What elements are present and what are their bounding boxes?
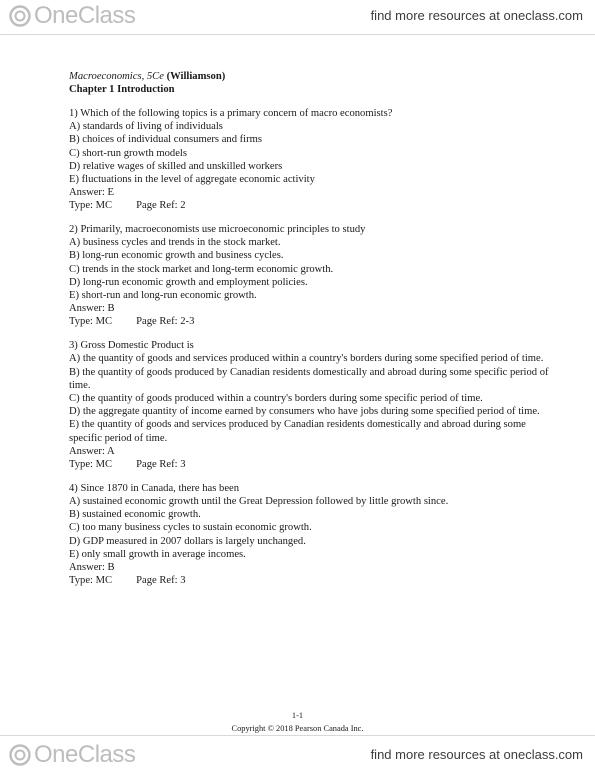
answer-option: D) long-run economic growth and employment policies.: [69, 276, 308, 288]
book-title: Macroeconomics, 5Ce: [69, 71, 164, 82]
question-type: Type: MC: [69, 316, 113, 328]
oneclass-logo[interactable]: [9, 3, 135, 29]
answer-option: E) short-run and long-run economic growth.: [69, 290, 257, 302]
find-resources-link-container: [371, 747, 583, 762]
answer-option: C) too many business cycles to sustain economic growth.: [69, 522, 312, 534]
question-meta: [69, 199, 549, 212]
answer-option: A) business cycles and trends in the stock market.: [69, 237, 281, 249]
question-meta: [69, 315, 549, 328]
answer-option: A) sustained economic growth until the Great Depression followed by little growth since.: [69, 495, 449, 507]
answer-option: B) long-run economic growth and business cycles.: [69, 250, 284, 262]
question-1: [69, 107, 549, 213]
question-4: [69, 482, 549, 588]
answer-option: C) the quantity of goods produced within a country's borders during some specific period of time.: [69, 392, 483, 404]
answer-option: B) sustained economic growth.: [69, 509, 201, 521]
question-stem: 3) Gross Domestic Product is: [69, 340, 194, 352]
find-resources-link[interactable]: find more resources at oneclass.com: [370, 8, 583, 23]
page-ref: Page Ref: 2-3: [136, 316, 195, 328]
question-type: Type: MC: [69, 200, 113, 212]
answer-option: D) the aggregate quantity of income earned by consumers who have jobs during some specified period of time.: [69, 406, 540, 418]
answer-option: C) trends in the stock market and long-term economic growth.: [69, 263, 334, 275]
question-2: [69, 223, 549, 329]
question-meta: [69, 574, 549, 587]
answer-key: Answer: E: [69, 187, 115, 199]
question-stem: 4) Since 1870 in Canada, there has been: [69, 482, 240, 494]
chapter-title: Chapter 1 Introduction: [69, 84, 175, 96]
answer-key: Answer: A: [69, 445, 115, 457]
answer-option: E) only small growth in average incomes.: [69, 548, 246, 560]
answer-key: Answer: B: [69, 303, 115, 315]
answer-option: D) GDP measured in 2007 dollars is largely unchanged.: [69, 535, 306, 547]
document-heading: [69, 70, 549, 83]
question-stem: 1) Which of the following topics is a primary concern of macro economists?: [69, 107, 393, 119]
document-body: [69, 70, 549, 587]
question-meta: [69, 458, 549, 471]
oneclass-logo-icon: [9, 743, 33, 767]
question-type: Type: MC: [69, 575, 113, 587]
answer-key: Answer: B: [69, 561, 115, 573]
answer-option: B) the quantity of goods produced by Canadian residents domestically and abroad during some specific period of time.: [69, 366, 549, 391]
question-3: [69, 339, 549, 471]
answer-option: A) standards of living of individuals: [69, 121, 223, 133]
page-ref: Page Ref: 3: [136, 458, 186, 470]
answer-option: E) the quantity of goods and services produced by Canadian residents domestically and abroad during some specific period of time.: [69, 419, 526, 444]
answer-option: C) short-run growth models: [69, 147, 187, 159]
oneclass-brand-text: OneClass: [34, 741, 136, 768]
page-number: 1-1: [291, 711, 304, 720]
find-resources-link-container: [371, 8, 583, 23]
oneclass-brand-text: OneClass: [34, 2, 136, 29]
page-ref: Page Ref: 2: [136, 200, 186, 212]
oneclass-header: [0, 0, 595, 35]
find-resources-link[interactable]: find more resources at oneclass.com: [370, 747, 583, 762]
answer-option: A) the quantity of goods and services produced within a country's borders during some specified period of time.: [69, 353, 544, 365]
answer-option: E) fluctuations in the level of aggregate economic activity: [69, 173, 315, 185]
answer-option: B) choices of individual consumers and firms: [69, 134, 262, 146]
question-stem: 2) Primarily, macroeconomists use microeconomic principles to study: [69, 224, 366, 236]
book-author: (Williamson): [166, 71, 226, 82]
page-ref: Page Ref: 3: [136, 575, 186, 587]
answer-option: D) relative wages of skilled and unskilled workers: [69, 160, 283, 172]
oneclass-logo-icon: [9, 4, 33, 28]
copyright-notice: Copyright © 2018 Pearson Canada Inc.: [231, 724, 364, 733]
question-type: Type: MC: [69, 458, 113, 470]
oneclass-footer: [0, 735, 595, 771]
oneclass-logo[interactable]: [9, 742, 135, 768]
